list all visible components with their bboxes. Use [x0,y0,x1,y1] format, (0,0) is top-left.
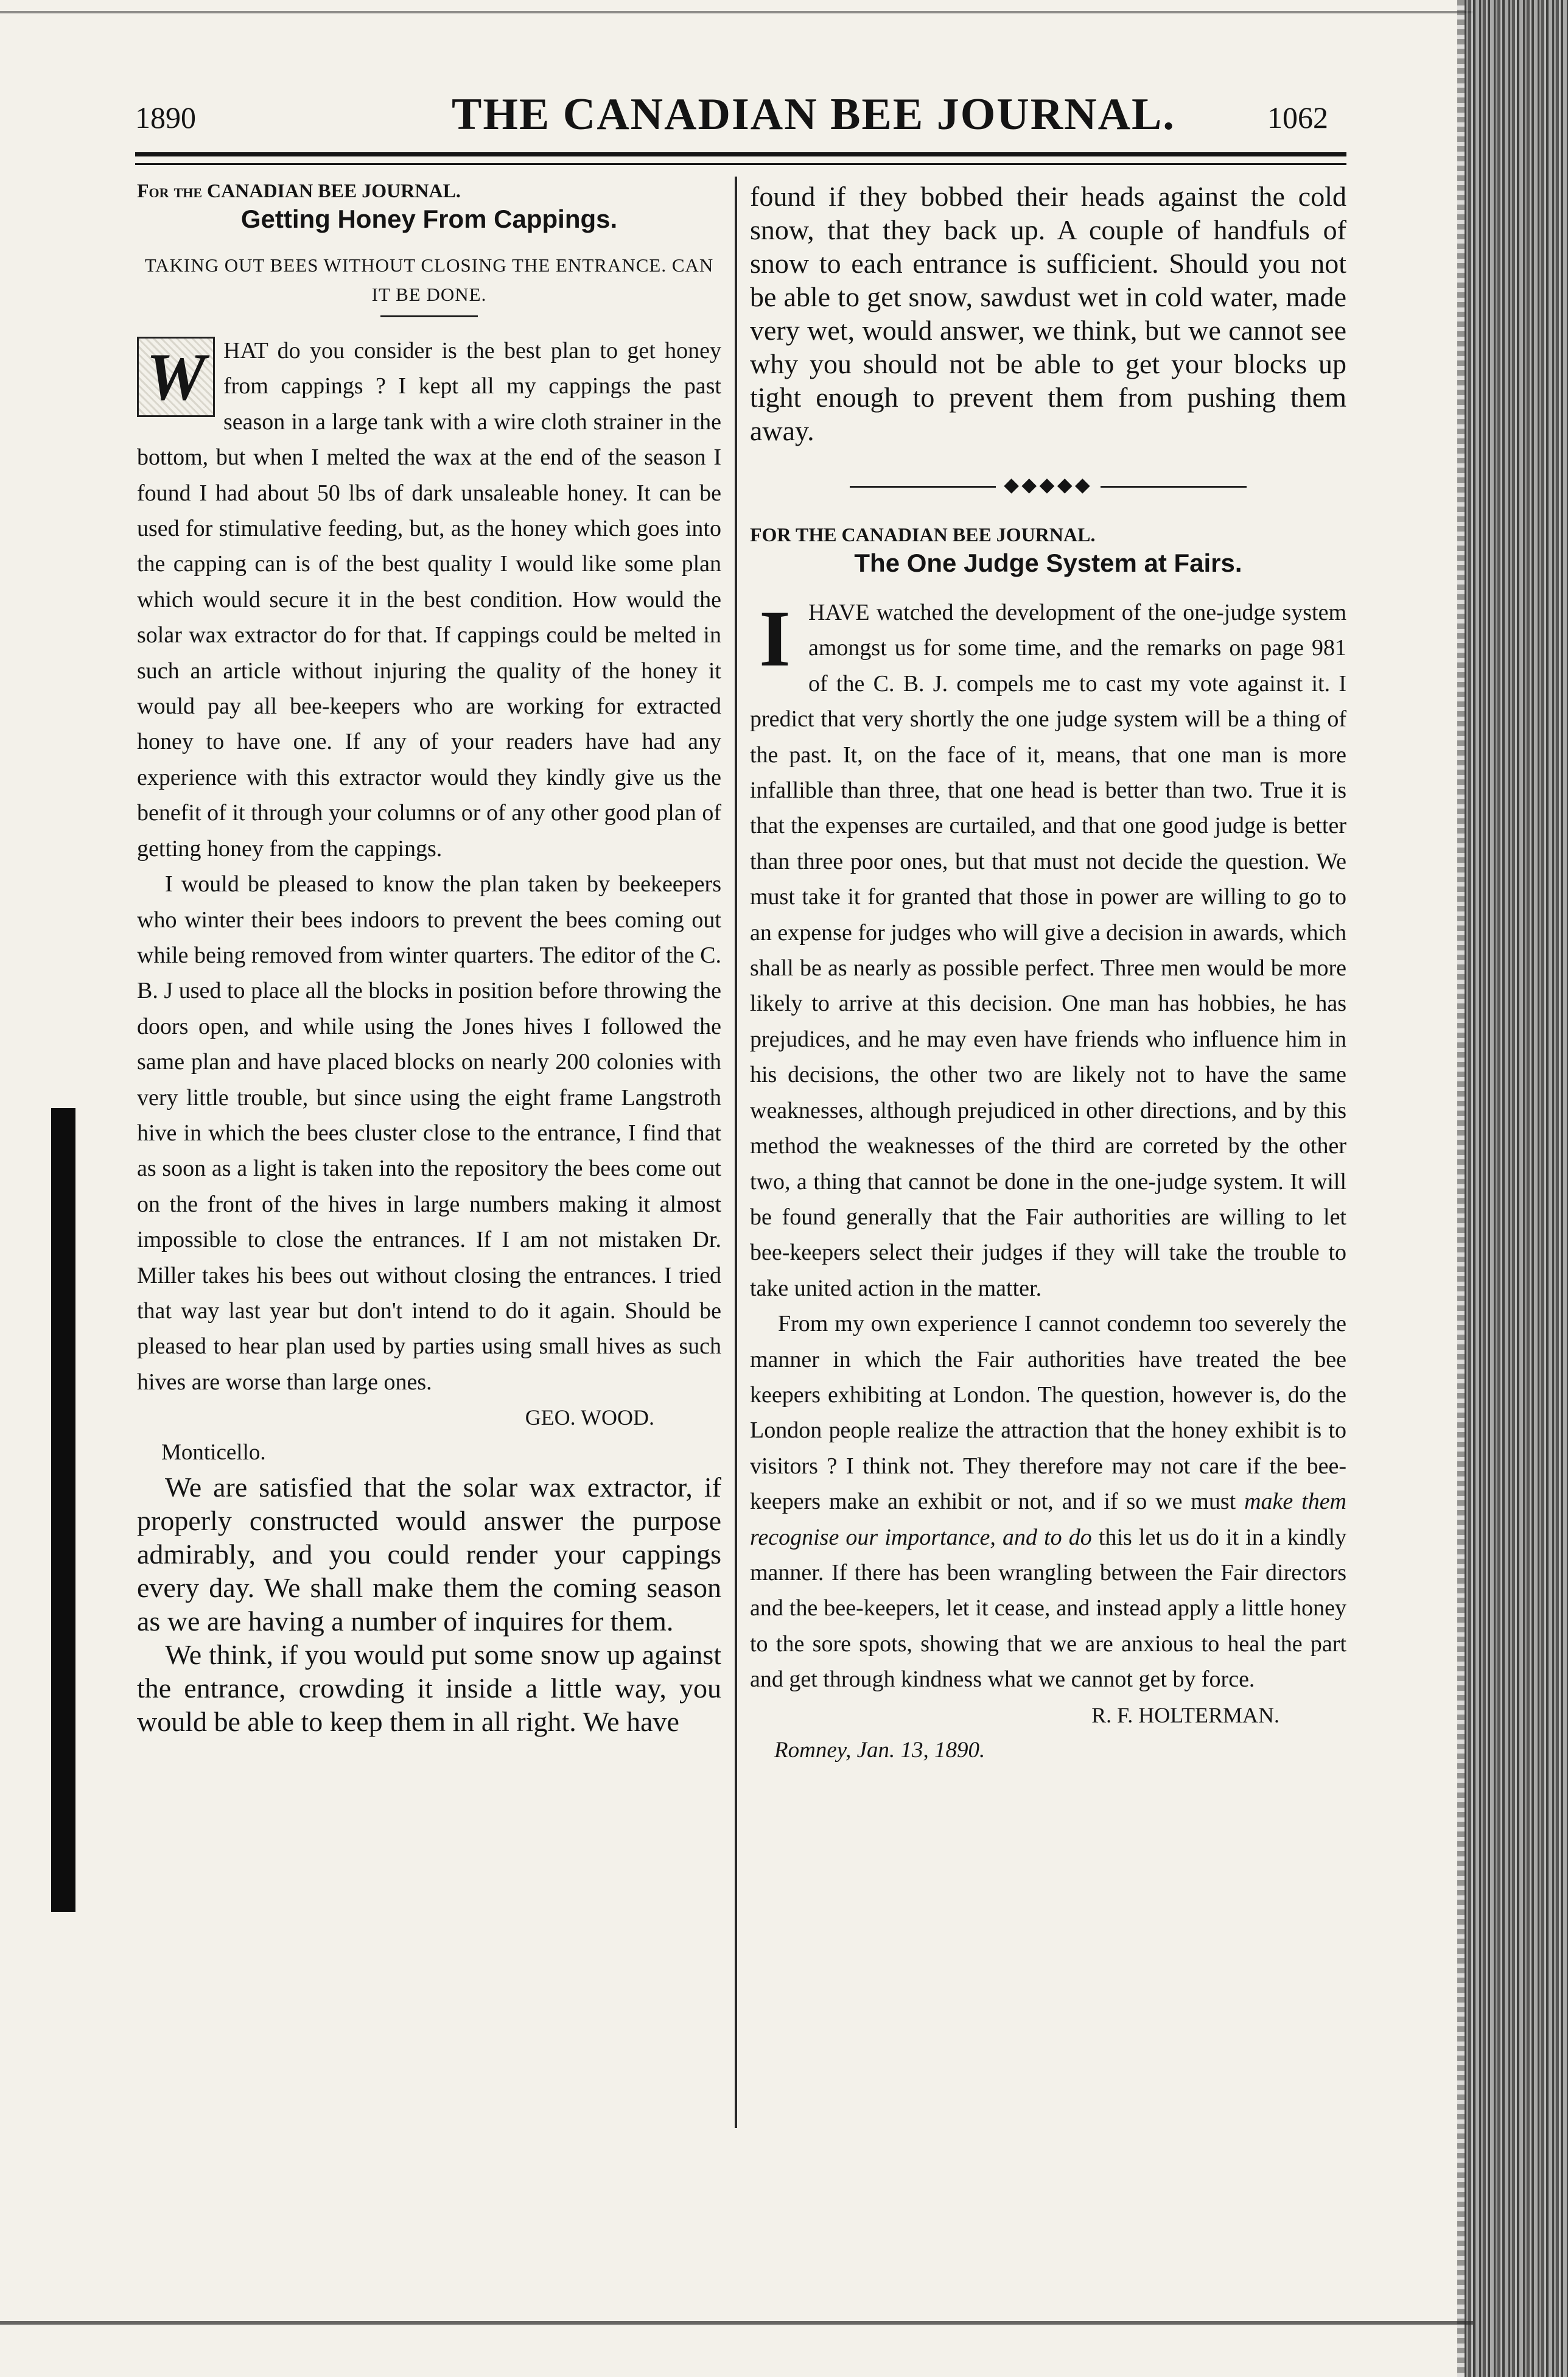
article2-paragraph1 [750,595,1346,1306]
dropcap-i: I [759,594,791,683]
scan-artifact-binding-shadow [1457,0,1465,2377]
article1-place: Monticello. [161,1440,266,1466]
editor-reply-paragraph2-start: We think, if you would put some snow up against the entrance, crowding it inside a little way, you would be able to keep them in all right. We have [137,1639,721,1738]
left-column [137,180,721,1738]
article1-paragraph2: I would be pleased to know the plan taken by beekeepers who winter their bees indoors to prevent the bees coming out while being removed from winter quarters. The editor of the C. B. J used to place all the blocks in position before throwing the doors open, and while using the Jones hives I followed the same plan and have placed blocks on nearly 200 colonies with very little trouble, but since using the eight frame Langstroth hive in which the bees cluster close to the entrance, I find that as soon as a light is taken into the repository the bees come out on the front of the hives in large numbers making it almost impossible to close the entrances. If I am not mistaken Dr. Miller takes his bees out without closing the entrances. I tried that way last year but don't intend to do it again. Should be pleased to hear plan used by parties using small hives as such hives are worse than large ones. [137,871,721,1395]
editor-reply-paragraph2-cont: found if they bobbed their heads against the cold snow, that they back up. A couple of handfuls of snow to each entrance is sufficient. Should you not be able to get snow, sawdust wet in cold water, made very wet, would answer, we think, but we cannot see why you should not be able to get your blocks up tight enough to prevent them from pushing them away. [750,181,1346,446]
article1-source: For the CANADIAN BEE JOURNAL. [137,180,461,202]
article2-place-date: Romney, Jan. 13, 1890. [774,1737,985,1763]
article1-body [137,333,721,1470]
article2-signature: R. F. HOLTERMAN. [1091,1702,1279,1727]
article2-title: The One Judge System at Fairs. [854,549,1242,577]
article1-paragraph1-text: HAT do you consider is the best plan to get honey from cappings ? I kept all my cappings the past season in a large tank with a wire cloth strainer in the bottom, but when I melted the wax at the end of the season I found I had about 50 lbs of dark unsaleable honey. It can be used for stimulative feeding, but, as the honey which goes into the capping can is of the best quality I would like some plan which would secure it in the best condition. How would the solar wax extractor do for that. If cappings could be melted in such an article without injuring the quality of the honey it would pay all bee-keepers who are working for extracted honey to have one. If any of your readers have had any experience with this extractor would they kindly give us the benefit of it through your columns or of any other good plan of getting honey from the cappings. [137,338,721,862]
article1-paragraph1 [137,333,721,866]
article1-signature: GEO. WOOD. [525,1405,654,1430]
article2-source: FOR THE CANADIAN BEE JOURNAL. [750,524,1096,546]
scan-artifact-top-line [0,11,1473,13]
editor-reply-paragraph1: We are satisfied that the solar wax extractor, if properly constructed would answer the purpose admirably, and you could render your cappings every day. We shall make them the coming season as we are having a number of inquires for them. [137,1472,721,1637]
emphasis-text: make them recognise our importance, and to do [750,1489,1347,1550]
article2-paragraph2: From my own experience I cannot condemn too severely the manner in which the Fair authorities have treated the bee keepers exhibiting at London. The question, however is, do the London people realize the attraction that the honey exhibit is to visitors ? I think not. They therefore may not care if the bee-keepers make an exhibit or not, and if so we must make them recognise our importance, and to do this let us do it in a kindly manner. If there has been wrangling between the Fair directors and the bee-keepers, let it cease, and instead apply a little honey to the sore spots, showing that we are anxious to heal the part and get through kindness what we cannot get by force. [750,1311,1347,1693]
short-rule [380,315,478,317]
right-column [750,180,1346,1768]
article2-paragraph1-text: HAVE watched the development of the one-judge system amongst us for some time, and the remarks on page 981 of the C. B. J. compels me to cast my vote against it. I predict that very shortly the one judge system will be a thing of the past. It, on the face of it, means, that one man is more infallible than three, that one head is better than two. True it is that the expenses are curtailed, and that one good judge is better than three poor ones, but that must not decide the question. We must take it for granted that those in power are willing to go to an expense for judges who will give a decision in awards, which shall be as nearly as possible perfect. Three men would be more likely to arrive at this decision. One man has hobbies, he has prejudices, and he may even have friends who influence him in his decisions, the other two are likely not to have the same weaknesses, although prejudiced in other directions, and by this method the weaknesses of the third are correted by the other two, a thing that cannot be done in the one-judge system. It will be found generally that the Fair authorities are willing to let bee-keepers select their judges if they will take the trouble to take united action in the matter. [750,600,1346,1301]
header-year: 1890 [135,100,196,135]
scan-artifact-bottom-line [0,2321,1473,2325]
header-rule-thick [135,152,1346,156]
scan-artifact-left-bar [51,1108,75,1912]
ornament-glyphs: ⬥⬥⬥⬥⬥ [1003,472,1093,497]
header-rule-thin [135,163,1346,165]
article1-subheading: TAKING OUT BEES WITHOUT CLOSING THE ENTRANCE. CAN IT BE DONE. [144,255,714,305]
article2-body [750,595,1346,1768]
editor-reply [137,1470,721,1738]
scan-artifact-page-edge [1465,0,1568,2377]
section-ornament [750,472,1346,498]
running-header [135,89,1353,150]
journal-title: THE CANADIAN BEE JOURNAL. [452,90,1175,139]
editor-reply-continued [750,180,1346,448]
page-number: 1062 [1267,100,1328,135]
column-divider [735,177,737,2128]
article1-title: Getting Honey From Cappings. [240,205,618,233]
dropcap-w: W [137,337,215,417]
